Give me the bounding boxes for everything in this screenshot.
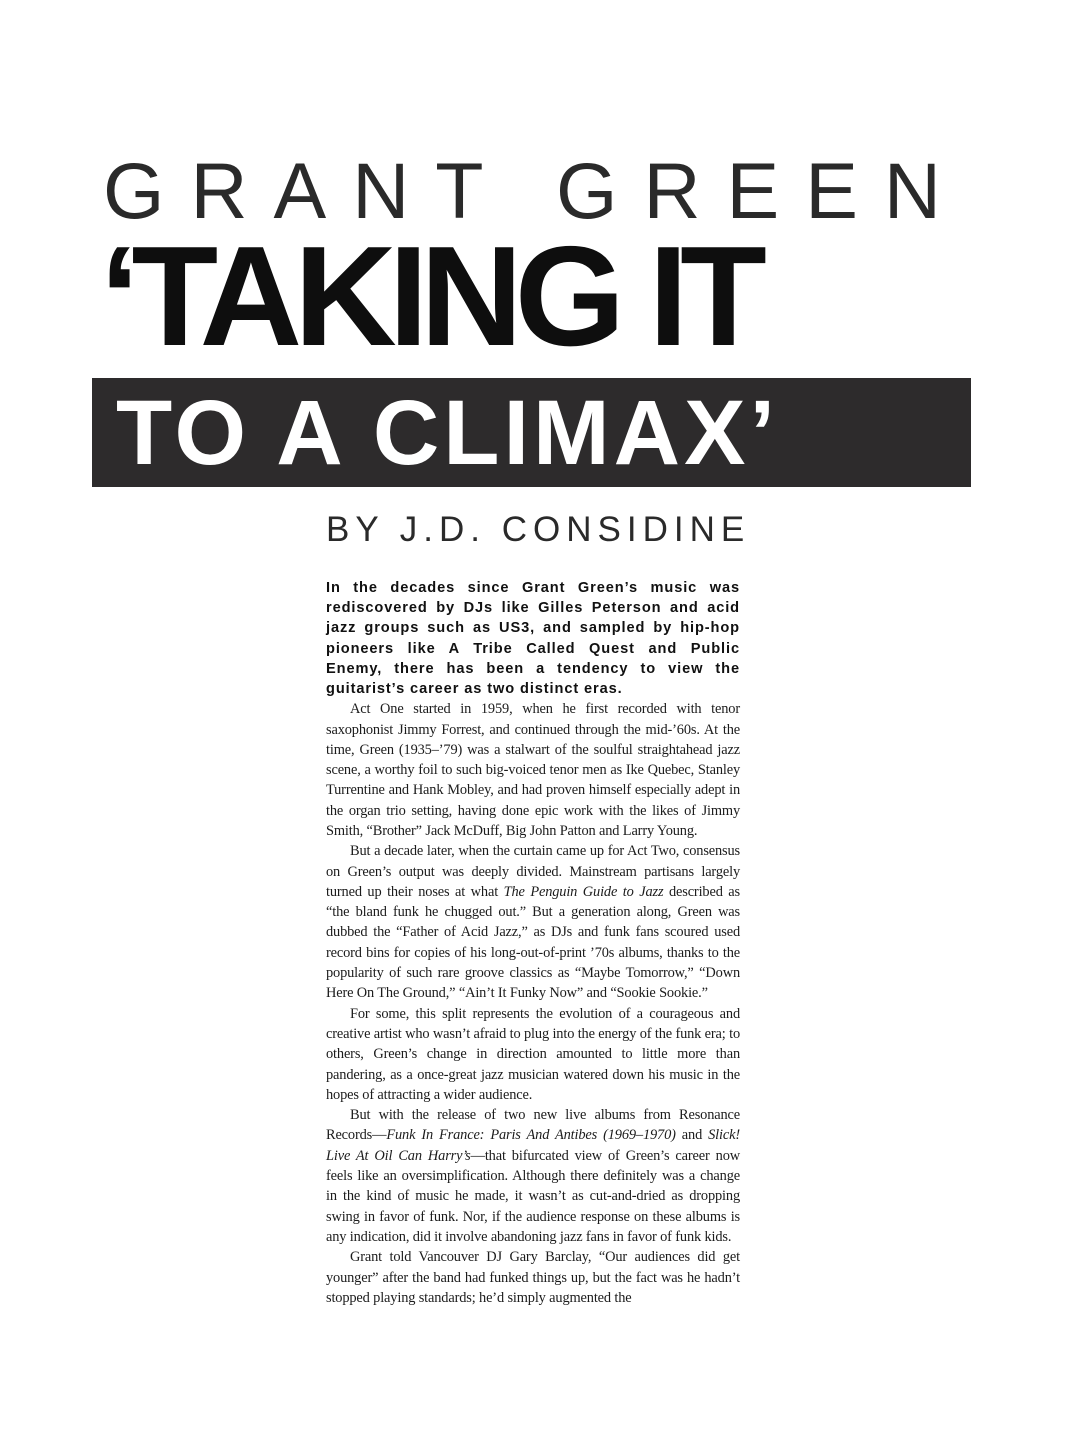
paragraph-2 <box>326 841 740 1003</box>
headline-line-2: TO A CLIMAX’ <box>116 382 780 484</box>
lede-paragraph: In the decades since Grant Green’s music was rediscovered by DJs like Gilles Peterson and acid jazz groups such as US3, and sampled by hip-hop pioneers like A Tribe Called Quest and Public Enemy, there has been a tendency to view the guitarist’s career as two distinct eras. <box>326 580 740 698</box>
paragraph-3: For some, this split represents the evolution of a courageous and creative artist who wasn’t afraid to plug into the energy of the funk era; to others, Green’s change in direction amounted to little more than pandering, as a once-great jazz musician watered down his music in the hopes of attracting a wider audience. <box>326 1005 740 1103</box>
paragraph-5: Grant told Vancouver DJ Gary Barclay, “Our audiences did get younger” after the band had funked things up, but the fact was he hadn’t stopped playing standards; he’d simply augmented the <box>326 1249 740 1306</box>
album-title-2: Slick! Live At Oil Can Harry’s <box>326 1127 740 1164</box>
paragraph-2-text-b: described as “the bland funk he chugged out.” But a generation along, Green was dubbed the “Father of Acid Jazz,” as DJs and funk fans scoured used record bins for copies of his long-out-of-print ’70s albums, thanks to the popularity of such rare groove classics as “Maybe Tomorrow,” “Down Here On The Ground,” “Ain’t It Funky Now” and “Sookie Sookie.” <box>326 883 740 1002</box>
paragraph-4-text-c: —that bifurcated view of Green’s career now feels like an oversimplification. Although there definitely was a change in the kind of music he made, it wasn’t as cut-and-dried as dropping swing in favor of funk. Nor, if the audience response on these albums is any indication, did it involve abandoning jazz fans in favor of funk kids. <box>326 1147 740 1245</box>
kicker-title: GRANT GREEN <box>103 146 967 235</box>
book-title: The Penguin Guide to Jazz <box>503 883 664 900</box>
paragraph-1: Act One started in 1959, when he first recorded with tenor saxophonist Jimmy Forrest, and continued through the mid-’60s. At the time, Green (1935–’79) was a stalwart of the soulful straightahead jazz scene, a worthy foil to such big-voiced tenor men as Ike Quebec, Stanley Turrentine and Hank Mobley, and had proven himself especially adept in the organ trio setting, having done epic work with the likes of Jimmy Smith, “Brother” Jack McDuff, Big John Patton and Larry Young. <box>326 701 740 839</box>
byline: BY J.D. CONSIDINE <box>326 510 751 549</box>
paragraph-2-text-a: But a decade later, when the curtain came up for Act Two, consensus on Green’s output was deeply divided. Mainstream partisans largely turned up their noses at what <box>326 843 740 900</box>
album-title-1: Funk In France: Paris And Antibes (1969–1970) <box>386 1127 676 1144</box>
article-body <box>326 578 740 1308</box>
headline-banner <box>92 378 971 487</box>
paragraph-4 <box>326 1105 740 1247</box>
paragraph-4-text-a: But with the release of two new live albums from Resonance Records— <box>326 1107 740 1144</box>
headline-line-1: ‘TAKING IT <box>100 217 759 376</box>
paragraph-4-text-b: and <box>675 1127 709 1144</box>
